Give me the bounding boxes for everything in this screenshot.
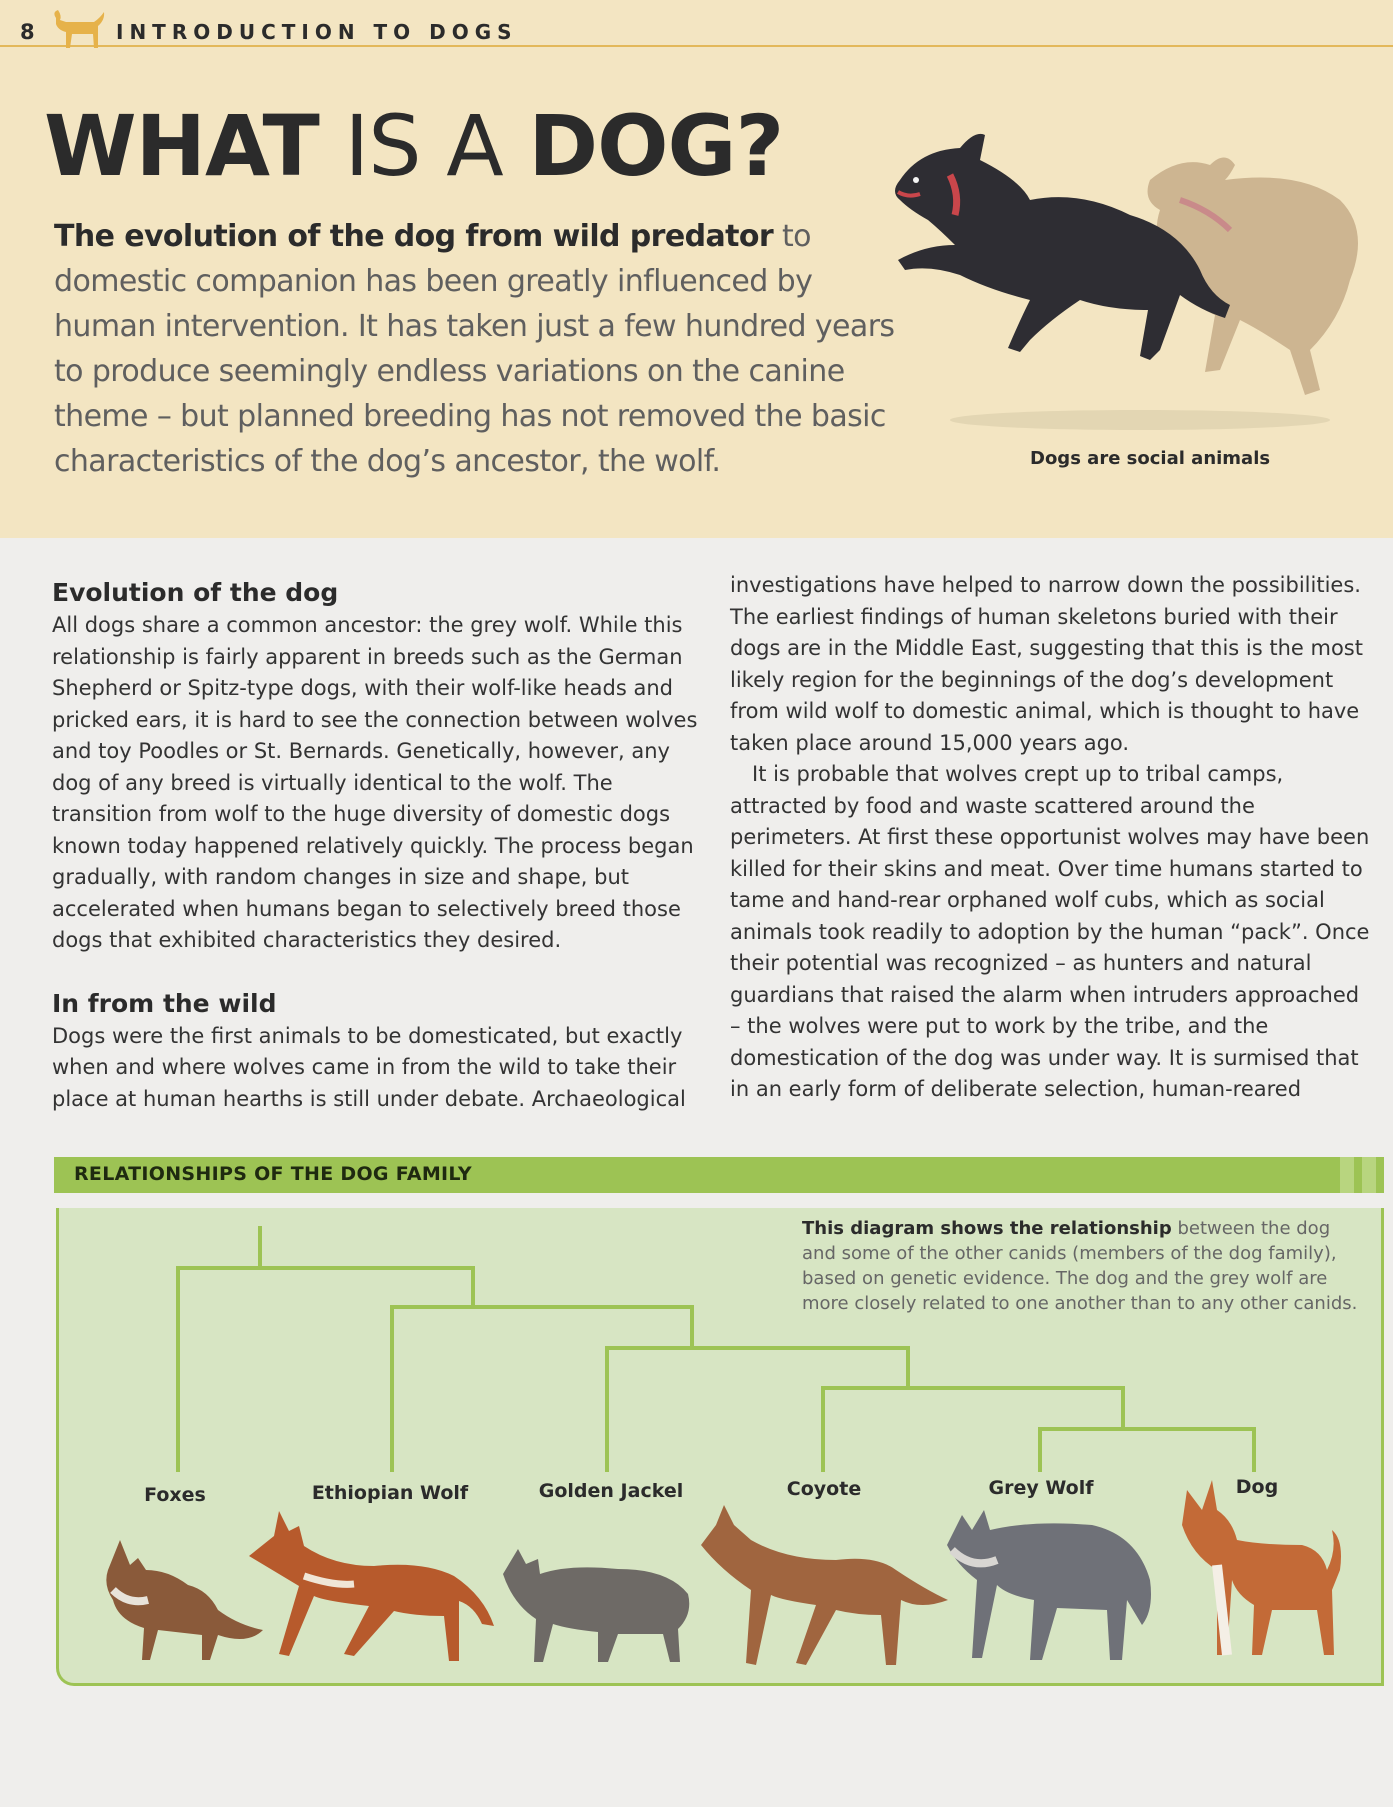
species-label-grey-wolf: Grey Wolf: [988, 1477, 1094, 1499]
wild-body: Dogs were the first animals to be domesticated, but exactly when and where wolves came in from the wild to take their place at human hearths is still under debate. Archaeological: [52, 1023, 686, 1111]
evolution-heading: Evolution of the dog: [52, 578, 339, 607]
intro-rest: to domestic companion has been greatly influenced by human intervention. It has taken just a few hundred years to produce seemingly endless variations on the canine theme – but planned breeding has not removed the basic characteristics of the dog’s ancestor, the wolf.: [54, 219, 895, 479]
relationships-title: RELATIONSHIPS OF THE DOG FAMILY: [74, 1163, 472, 1185]
right-paragraph-2: It is probable that wolves crept up to tribal camps, attracted by food and waste scattered around the perimeters. At first these opportunist wolves may have been killed for their skins and meat. Over time humans started to tame and hand-rear orphaned wolf cubs, which as social animals took readily to adoption by the human “pack”. Once their potential was recognized – as hunters and natural guardians that raised the alarm when intruders approached – the wolves were put to work by the tribe, and the domestication of the dog was under way. It is surmised that in an early form of deliberate selection, human-reared: [730, 762, 1370, 1101]
right-paragraph-1: investigations have helped to narrow down the possibilities. The earliest findings of human skeletons buried with their dogs are in the Middle East, suggesting that this is the most likely region for the beginnings of the dog’s development from wild wolf to domestic animal, which is thought to have taken place around 15,000 years ago.: [730, 573, 1363, 755]
hero-caption: Dogs are social animals: [1030, 448, 1271, 469]
fox-image: [98, 1530, 266, 1665]
page-number: 8: [20, 20, 35, 44]
species-label-coyote: Coyote: [786, 1478, 862, 1500]
coyote-image: [696, 1500, 950, 1668]
ethiopian-wolf-image: [244, 1506, 500, 1666]
title-part-what: WHAT: [44, 97, 319, 195]
dog-image: [1172, 1470, 1342, 1660]
species-label-ethiopian-wolf: Ethiopian Wolf: [311, 1482, 469, 1504]
species-label-dog: Dog: [1235, 1476, 1279, 1498]
title-part-dog: DOG?: [528, 97, 784, 195]
species-label-foxes: Foxes: [144, 1484, 206, 1506]
grey-wolf-image: [942, 1500, 1157, 1662]
wild-heading: In from the wild: [52, 988, 277, 1018]
title-part-is-a: IS A: [318, 97, 529, 195]
golden-jackal-image: [498, 1534, 694, 1666]
diagram-note-lead: This diagram shows the relationship: [802, 1218, 1172, 1239]
diagram-note-rest: between the dog and some of the other canids (members of the dog family), based on genetic evidence. The dog and the grey wolf are more closely related to one another than to any other canids.: [802, 1218, 1358, 1314]
section-title: INTRODUCTION TO DOGS: [116, 20, 518, 44]
intro-lead: The evolution of the dog from wild predator: [54, 219, 774, 254]
evolution-body: All dogs share a common ancestor: the grey wolf. While this relationship is fairly apparent in breeds such as the German Shepherd or Spitz-type dogs, with their wolf-like heads and pricked ears, it is hard to see the connection between wolves and toy Poodles or St. Bernards. Genetically, however, any dog of any breed is virtually identical to the wolf. The transition from wolf to the huge diversity of domestic dogs known today happened relatively quickly. The process began gradually, with random changes in size and shape, but accelerated when humans began to selectively breed those dogs that exhibited characteristics they desired.: [52, 613, 698, 952]
species-label-golden-jackel: Golden Jackel: [538, 1480, 684, 1502]
